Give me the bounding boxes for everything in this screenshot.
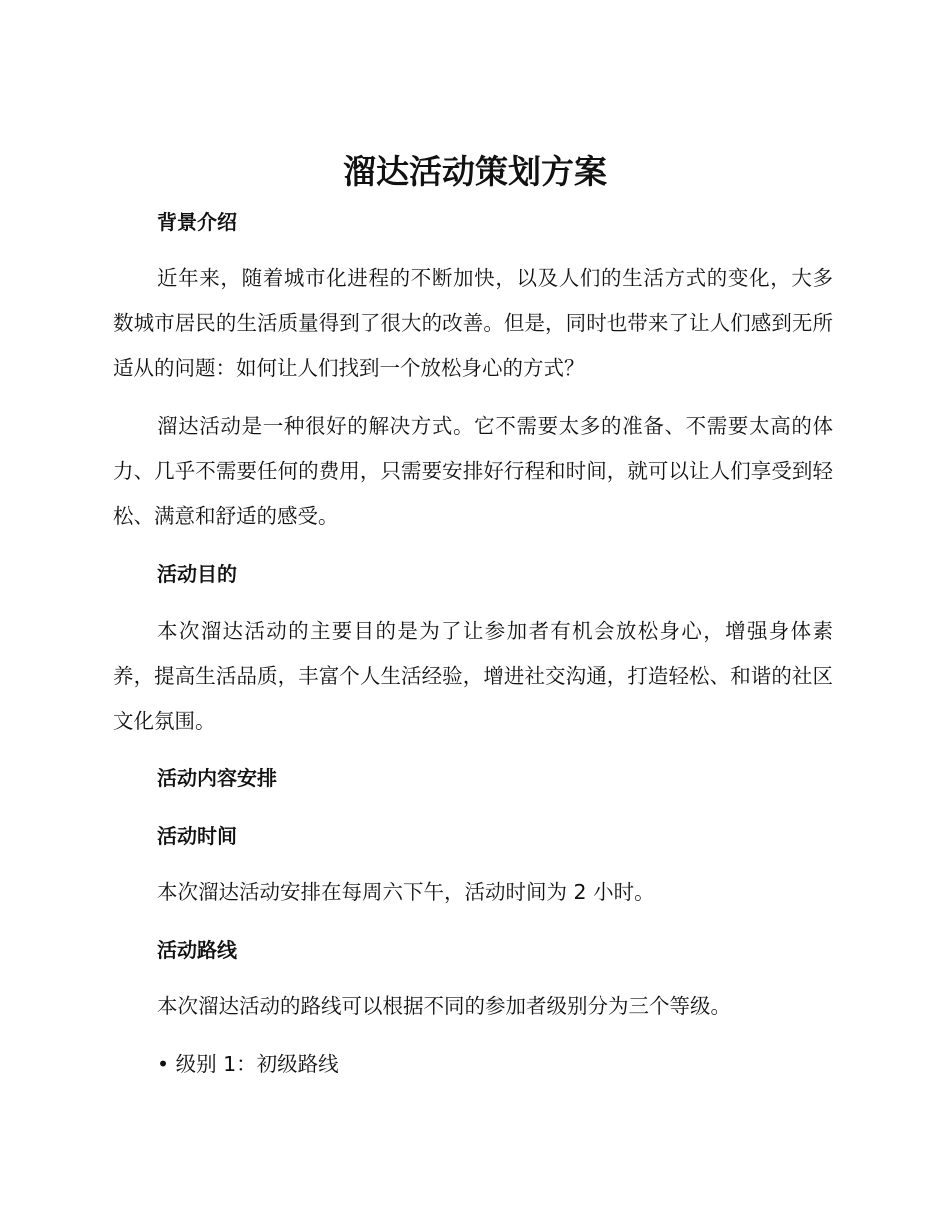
section-heading-time: 活动时间 xyxy=(157,824,237,848)
paragraph-background-2: 溜达活动是一种很好的解决方式。它不需要太多的准备、不需要太高的体力、几乎不需要任何的费用，只需要安排好行程和时间，就可以让人们享受到轻松、满意和舒适的感受。 xyxy=(113,414,833,528)
section-heading-background: 背景介绍 xyxy=(157,210,237,234)
paragraph-route: 本次溜达活动的路线可以根据不同的参加者级别分为三个等级。 xyxy=(157,994,731,1018)
document-title: 溜达活动策划方案 xyxy=(343,152,607,191)
section-heading-arrangement: 活动内容安排 xyxy=(157,766,277,790)
section-heading-purpose: 活动目的 xyxy=(157,562,237,586)
paragraph-time: 本次溜达活动安排在每周六下午，活动时间为 2 小时。 xyxy=(157,880,655,904)
list-item-route-level-1: • 级别 1：初级路线 xyxy=(157,1052,339,1076)
paragraph-purpose-1: 本次溜达活动的主要目的是为了让参加者有机会放松身心，增强身体素养，提高生活品质，丰富个人生活经验，增进社交沟通，打造轻松、和谐的社区文化氛围。 xyxy=(113,619,833,733)
paragraph-background-1: 近年来，随着城市化进程的不断加快，以及人们的生活方式的变化，大多数城市居民的生活质量得到了很大的改善。但是，同时也带来了让人们感到无所适从的问题：如何让人们找到一个放松身心的方式？ xyxy=(113,266,833,380)
section-heading-route: 活动路线 xyxy=(157,938,237,962)
